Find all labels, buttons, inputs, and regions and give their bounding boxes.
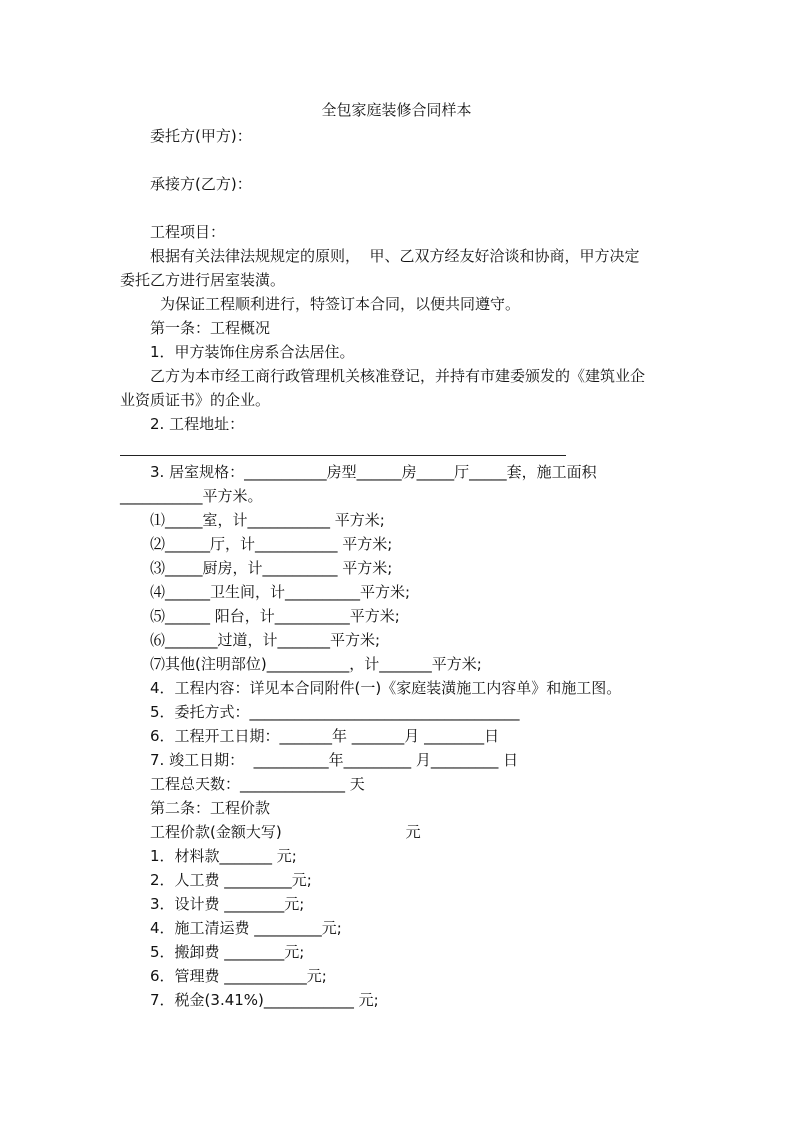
clause-line: 7. 竣工日期： __________年_________ 月_________ 日: [150, 751, 519, 769]
party-b-line: 承接方(乙方)：: [150, 175, 252, 193]
price-item: 2．人工费 _________元;: [150, 871, 312, 889]
price-item: 6．管理费 ___________元;: [150, 967, 327, 985]
room-line: ⑶_____厨房，计__________ 平方米;: [150, 559, 393, 577]
clause-line: 1．甲方装饰住房系合法居住。: [150, 343, 355, 361]
clause-line: 2. 工程地址：: [150, 415, 245, 433]
price-item: 1．材料款_______ 元;: [150, 847, 297, 865]
clause-line: ___________平方米。: [120, 487, 263, 505]
room-line: ⑺其他(注明部位)___________，计_______平方米;: [150, 655, 482, 673]
article-heading: 第二条：工程价款: [150, 799, 271, 817]
room-line: ⑸______ 阳台，计__________平方米;: [150, 607, 400, 625]
price-total-line: 工程价款(金额大写) 元: [150, 823, 421, 841]
price-item: 7．税金(3.41%)____________ 元;: [150, 991, 379, 1009]
article-heading: 第一条：工程概况: [150, 319, 271, 337]
address-underline: [120, 455, 566, 456]
room-line: ⑴_____室，计___________ 平方米;: [150, 511, 385, 529]
project-line: 工程项目：: [150, 223, 226, 241]
clause-line: 6．工程开工日期：_______年 _______月 ________日: [150, 727, 500, 745]
clause-line: 3. 居室规格：___________房型______房_____厅_____套，施工面积: [150, 463, 597, 481]
clause-line: 4．工程内容：详见本合同附件(一)《家庭装潢施工内容单》和施工图。: [150, 679, 622, 697]
room-line: ⑵______厅，计___________ 平方米;: [150, 535, 393, 553]
paragraph-line: 根据有关法律法规规定的原则， 甲、乙双方经友好洽谈和协商，甲方决定: [150, 247, 640, 265]
price-item: 4．施工清运费 _________元;: [150, 919, 342, 937]
paragraph-line: 业资质证书》的企业。: [120, 391, 271, 409]
price-item: 3．设计费 ________元;: [150, 895, 305, 913]
room-line: ⑷______卫生间，计__________平方米;: [150, 583, 411, 601]
paragraph-line: 委托乙方进行居室装潢。: [120, 271, 286, 289]
price-item: 5．搬卸费 ________元;: [150, 943, 305, 961]
room-line: ⑹_______过道，计_______平方米;: [150, 631, 381, 649]
clause-line: 工程总天数：______________ 天: [150, 775, 365, 793]
clause-line: 5．委托方式：____________________________________: [150, 703, 520, 721]
party-a-line: 委托方(甲方)：: [150, 127, 252, 145]
document-title: 全包家庭装修合同样本: [321, 101, 472, 119]
paragraph-line: 乙方为本市经工商行政管理机关核准登记，并持有市建委颁发的《建筑业企: [150, 367, 646, 385]
paragraph-line: 为保证工程顺利进行，特签订本合同，以便共同遵守。: [160, 295, 521, 313]
